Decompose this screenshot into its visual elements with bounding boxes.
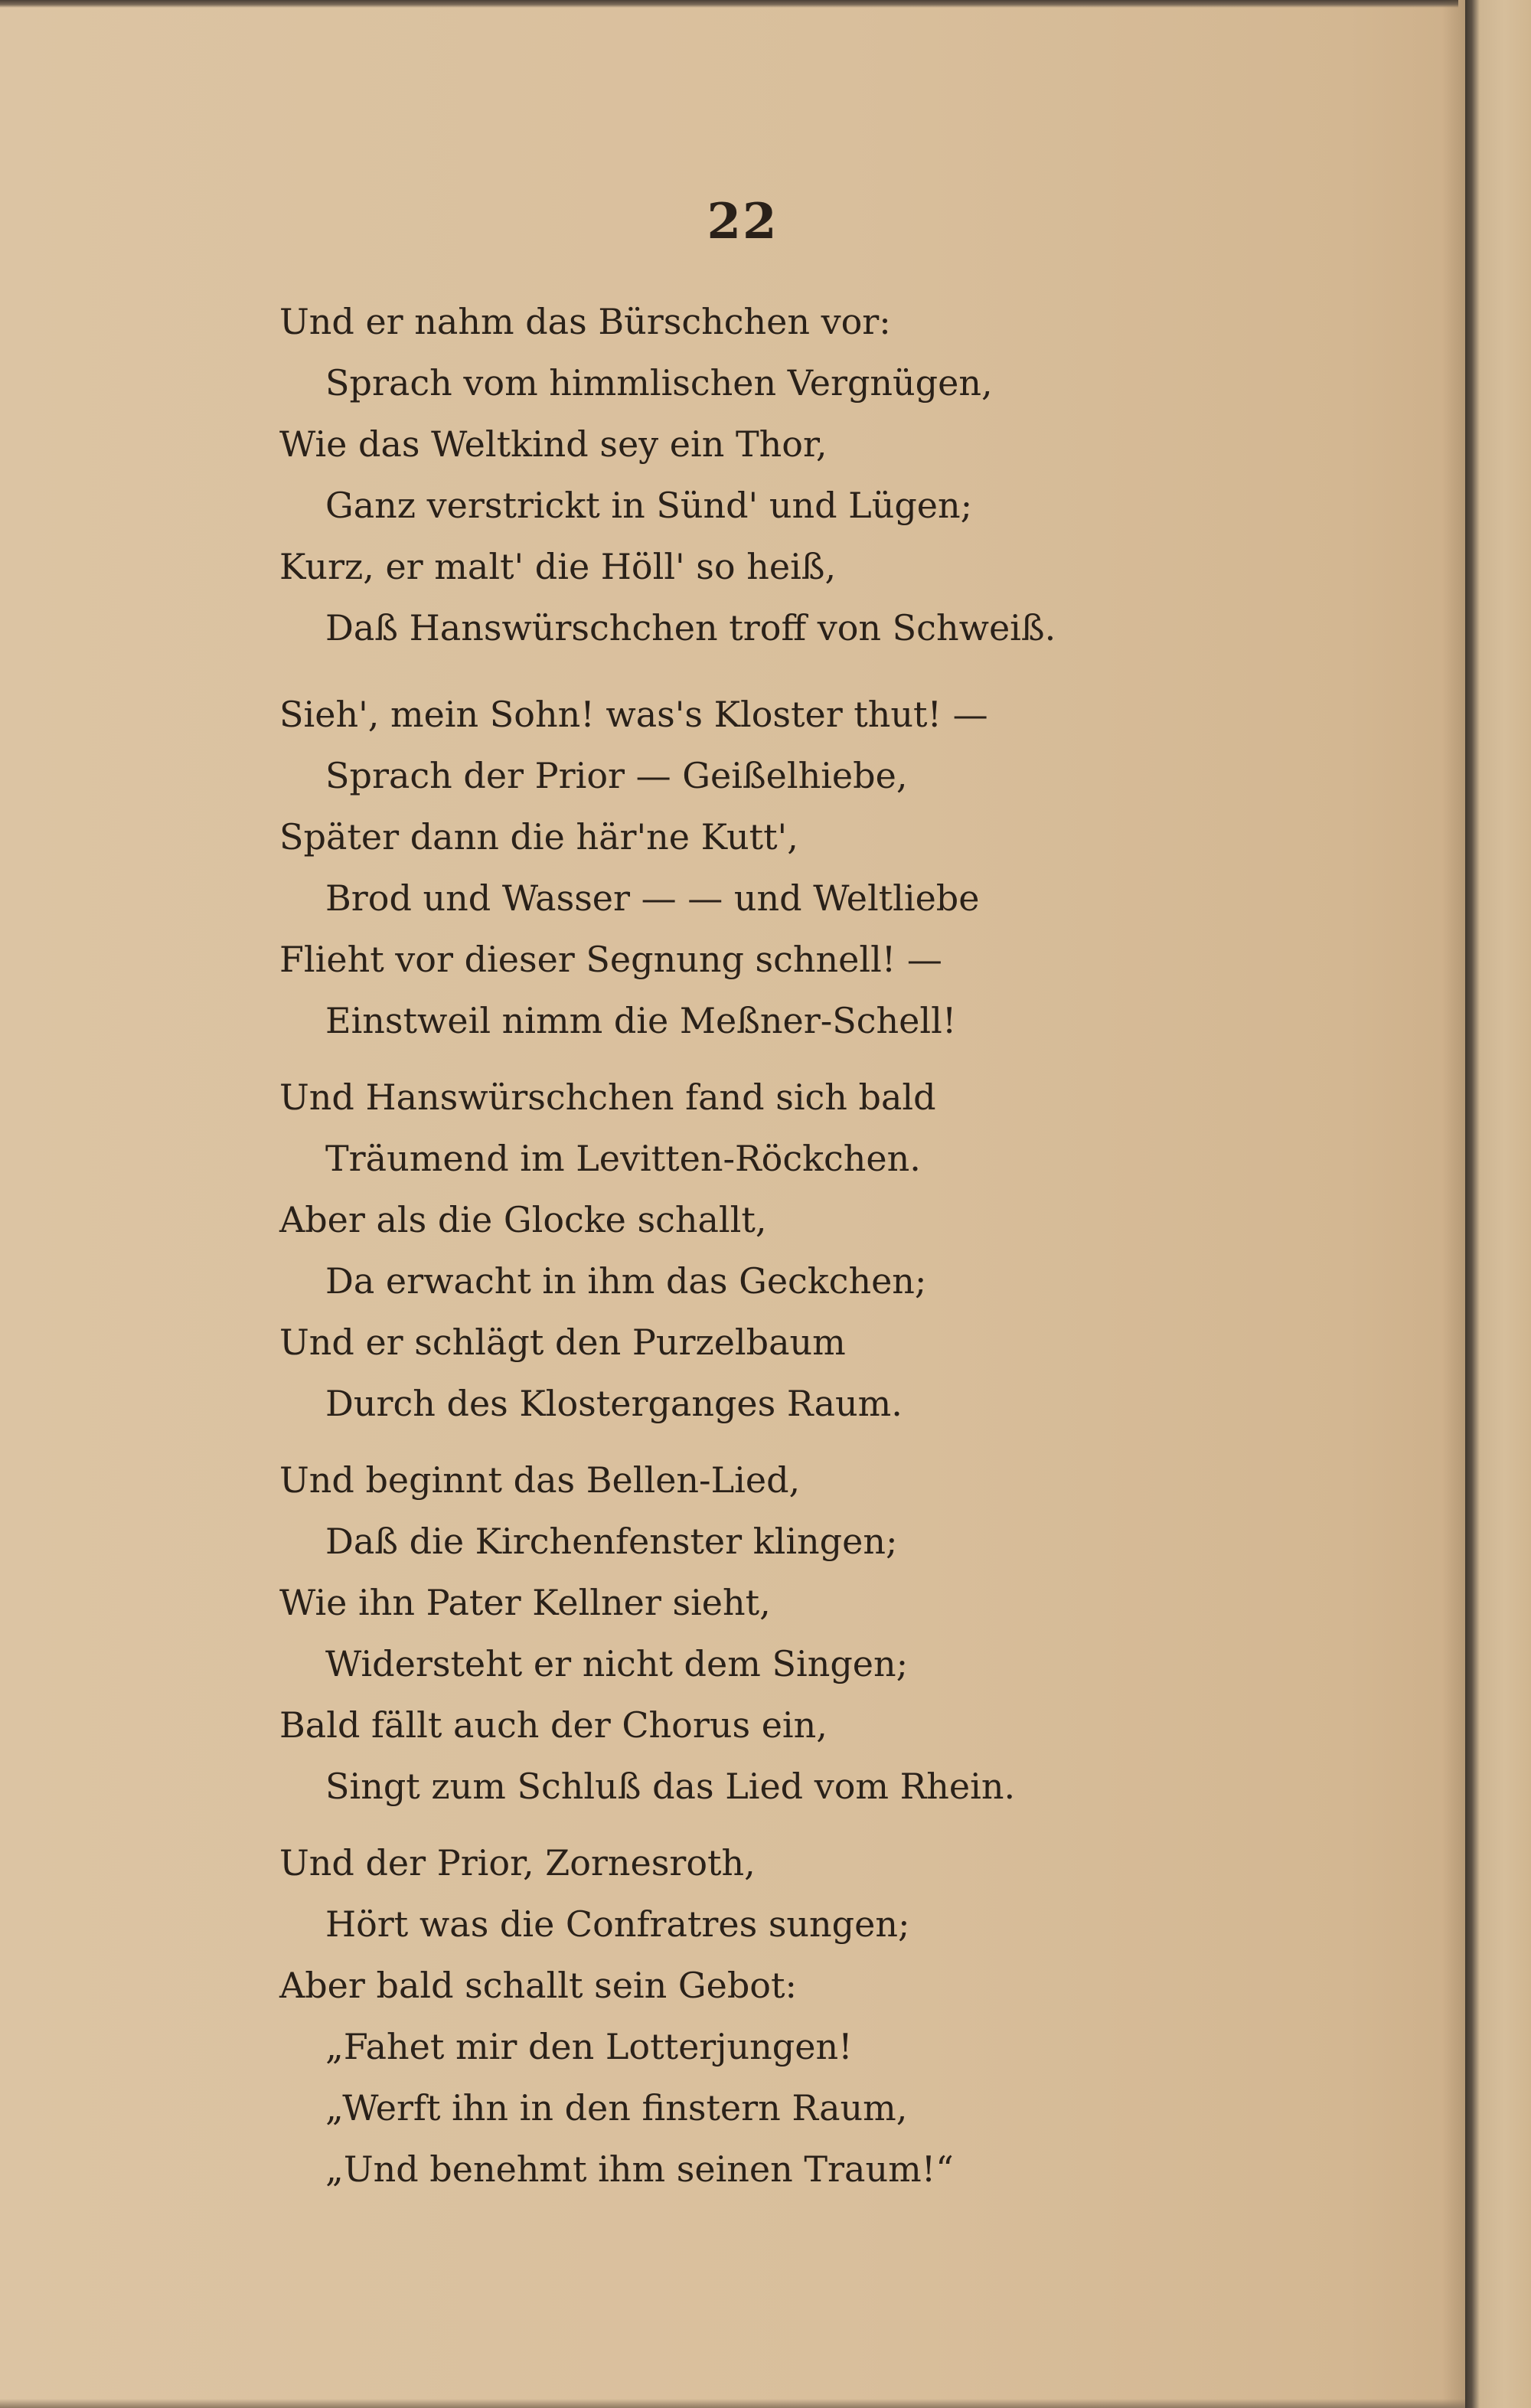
verse-line: Flieht vor dieser Segnung schnell! —	[279, 939, 942, 980]
stanza-5	[279, 1832, 1236, 2200]
verse-line: Ganz verstrickt in Sünd' und Lügen;	[325, 485, 973, 526]
verse-line: Durch des Klosterganges Raum.	[325, 1383, 903, 1424]
verse-line: Und Hanswürschchen fand sich bald	[279, 1077, 936, 1118]
adjacent-page-edge	[1465, 0, 1531, 2408]
stanza-1	[279, 291, 1236, 658]
verse-line: Und der Prior, Zornesroth,	[279, 1842, 756, 1884]
stanza-2	[279, 684, 1236, 1051]
verse-line: Und er nahm das Bürschchen vor:	[279, 301, 891, 342]
verse-line: Und er schlägt den Purzelbaum	[279, 1322, 846, 1363]
verse-line: Daß Hanswürschchen troff von Schweiß.	[325, 607, 1056, 649]
verse-line: Und beginnt das Bellen-Lied,	[279, 1459, 801, 1501]
verse-line: Aber als die Glocke schallt,	[279, 1199, 767, 1240]
stanza-3	[279, 1067, 1236, 1434]
verse-line: Später dann die här'ne Kutt',	[279, 816, 798, 858]
verse-line: Aber bald schallt sein Gebot:	[279, 1965, 797, 2006]
verse-line: Einstweil nimm die Meßner-Schell!	[325, 1000, 957, 1041]
verse-line: „Und benehmt ihm seinen Traum!“	[325, 2148, 954, 2190]
verse-line: Sieh', mein Sohn! was's Kloster thut! —	[279, 694, 988, 735]
verse-line: Sprach vom himmlischen Vergnügen,	[325, 362, 993, 404]
verse-line: Da erwacht in ihm das Geckchen;	[325, 1260, 927, 1302]
verse-line: Widersteht er nicht dem Singen;	[325, 1643, 909, 1684]
verse-line: Wie ihn Pater Kellner sieht,	[279, 1582, 771, 1623]
verse-line: „Werft ihn in den finstern Raum,	[325, 2087, 908, 2129]
verse-line: Kurz, er malt' die Höll' so heiß,	[279, 546, 837, 587]
page-bottom-edge	[0, 2399, 1465, 2408]
verse-line: Sprach der Prior — Geißelhiebe,	[325, 755, 908, 796]
gutter-shadow	[1442, 0, 1465, 2408]
page-top-edge	[0, 0, 1458, 8]
verse-line: Daß die Kirchenfenster klingen;	[325, 1521, 898, 1562]
verse-line: Bald fällt auch der Chorus ein,	[279, 1704, 828, 1746]
verse-line: Träumend im Levitten-Röckchen.	[325, 1138, 921, 1179]
page-number: 22	[707, 193, 779, 250]
verse-line: Hört was die Confratres sungen;	[325, 1903, 910, 1945]
verse-line: Brod und Wasser — — und Weltliebe	[325, 877, 980, 919]
stanza-4	[279, 1449, 1236, 1817]
verse-line: Wie das Weltkind sey ein Thor,	[279, 423, 828, 465]
verse-line: „Fahet mir den Lotterjungen!	[325, 2026, 853, 2067]
verse-line: Singt zum Schluß das Lied vom Rhein.	[325, 1766, 1016, 1807]
